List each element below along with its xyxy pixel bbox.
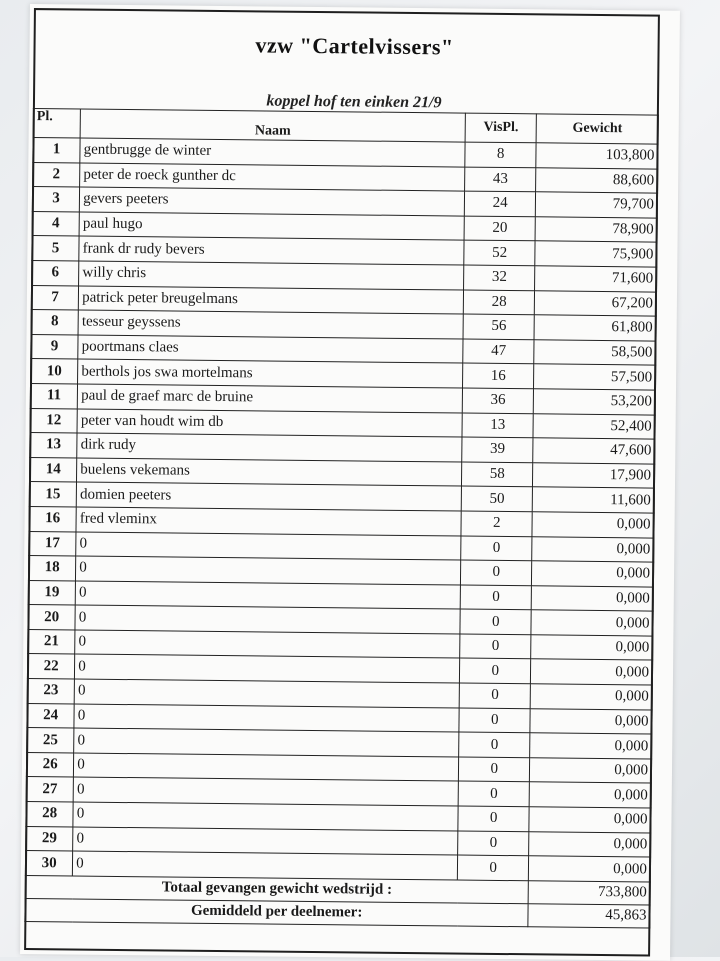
row-name: 0 bbox=[74, 753, 459, 782]
row-fishing-spot: 0 bbox=[460, 609, 532, 634]
row-place: 7 bbox=[31, 285, 78, 310]
row-name: peter van houdt wim db bbox=[77, 409, 462, 438]
row-weight: 71,600 bbox=[535, 266, 657, 292]
row-fishing-spot: 36 bbox=[462, 388, 534, 413]
row-weight: 0,000 bbox=[532, 585, 654, 611]
total-label: Totaal gevangen gewicht wedstrijd : bbox=[25, 875, 529, 903]
row-name: gevers peeters bbox=[80, 187, 465, 216]
row-name: 0 bbox=[73, 777, 458, 806]
row-name: domien peeters bbox=[76, 482, 461, 511]
row-place: 1 bbox=[33, 138, 80, 163]
row-name: 0 bbox=[75, 605, 460, 634]
row-fishing-spot: 20 bbox=[464, 216, 536, 241]
row-fishing-spot: 39 bbox=[462, 437, 534, 462]
row-weight: 103,800 bbox=[536, 143, 658, 169]
row-place: 18 bbox=[28, 556, 75, 581]
row-name: 0 bbox=[74, 728, 459, 757]
row-place: 20 bbox=[28, 605, 75, 630]
row-weight: 52,400 bbox=[533, 413, 655, 439]
row-weight: 53,200 bbox=[534, 389, 656, 415]
row-place: 19 bbox=[28, 580, 75, 605]
header-fishing-spot: VisPl. bbox=[465, 113, 537, 143]
row-place: 17 bbox=[29, 531, 76, 556]
row-name: gentbrugge de winter bbox=[80, 138, 465, 167]
row-weight: 0,000 bbox=[532, 536, 654, 562]
row-fishing-spot: 32 bbox=[464, 265, 536, 290]
row-place: 11 bbox=[30, 383, 77, 408]
row-weight: 67,200 bbox=[535, 290, 657, 316]
row-name: patrick peter breugelmans bbox=[79, 286, 464, 315]
row-fishing-spot: 2 bbox=[461, 511, 533, 536]
row-fishing-spot: 0 bbox=[460, 585, 532, 610]
row-name: 0 bbox=[73, 802, 458, 831]
row-fishing-spot: 0 bbox=[459, 732, 531, 757]
row-name: 0 bbox=[76, 556, 461, 585]
row-name: frank dr rudy bevers bbox=[79, 236, 464, 265]
results-body bbox=[25, 138, 658, 882]
row-weight: 0,000 bbox=[529, 831, 651, 857]
row-place: 8 bbox=[31, 310, 78, 335]
club-title: vzw "Cartelvissers" bbox=[255, 32, 454, 60]
average-label: Gemiddeld per deelnemer: bbox=[25, 898, 529, 926]
row-weight: 47,600 bbox=[533, 438, 655, 464]
row-name: willy chris bbox=[79, 261, 464, 290]
row-name: 0 bbox=[76, 532, 461, 561]
row-fishing-spot: 0 bbox=[458, 781, 530, 806]
row-weight: 11,600 bbox=[533, 487, 655, 513]
row-name: 0 bbox=[75, 654, 460, 683]
row-name: poortmans claes bbox=[78, 335, 463, 364]
row-fishing-spot: 24 bbox=[464, 191, 536, 216]
row-place: 16 bbox=[29, 506, 76, 531]
row-place: 27 bbox=[26, 777, 73, 802]
row-place: 24 bbox=[27, 703, 74, 728]
row-weight: 0,000 bbox=[530, 782, 652, 808]
row-name: berthols jos swa mortelmans bbox=[78, 359, 463, 388]
results-table bbox=[24, 108, 658, 928]
row-name: paul hugo bbox=[79, 212, 464, 241]
row-weight: 17,900 bbox=[533, 463, 655, 489]
row-place: 25 bbox=[27, 728, 74, 753]
row-weight: 0,000 bbox=[531, 684, 653, 710]
row-fishing-spot: 0 bbox=[458, 757, 530, 782]
row-name: tesseur geyssens bbox=[78, 310, 463, 339]
row-name: fred vleminx bbox=[76, 507, 461, 536]
row-place: 23 bbox=[27, 679, 74, 704]
row-fishing-spot: 13 bbox=[462, 413, 534, 438]
row-weight: 78,900 bbox=[535, 217, 657, 243]
row-weight: 0,000 bbox=[532, 512, 654, 538]
row-fishing-spot: 52 bbox=[464, 240, 536, 265]
row-place: 9 bbox=[31, 334, 78, 359]
row-weight: 75,900 bbox=[535, 241, 657, 267]
row-name: 0 bbox=[73, 851, 458, 880]
row-weight: 0,000 bbox=[530, 708, 652, 734]
row-place: 3 bbox=[32, 187, 79, 212]
row-place: 28 bbox=[26, 802, 73, 827]
row-name: 0 bbox=[73, 827, 458, 856]
row-place: 21 bbox=[28, 629, 75, 654]
row-name: dirk rudy bbox=[77, 433, 462, 462]
competition-subtitle: koppel hof ten einken 21/9 bbox=[266, 92, 442, 112]
row-place: 2 bbox=[33, 162, 80, 187]
totals-section bbox=[25, 875, 650, 928]
row-weight: 88,600 bbox=[536, 167, 658, 193]
row-weight: 61,800 bbox=[534, 315, 656, 341]
row-place: 15 bbox=[29, 482, 76, 507]
header-place: Pl. bbox=[33, 109, 81, 138]
row-fishing-spot: 47 bbox=[463, 339, 535, 364]
row-name: 0 bbox=[75, 581, 460, 610]
row-fishing-spot: 28 bbox=[463, 290, 535, 315]
row-fishing-spot: 0 bbox=[460, 634, 532, 659]
row-fishing-spot: 58 bbox=[462, 462, 534, 487]
row-weight: 58,500 bbox=[534, 340, 656, 366]
row-place: 22 bbox=[27, 654, 74, 679]
row-fishing-spot: 16 bbox=[463, 363, 535, 388]
row-weight: 0,000 bbox=[532, 561, 654, 587]
row-weight: 79,700 bbox=[536, 192, 658, 218]
row-name: paul de graef marc de bruine bbox=[77, 384, 462, 413]
row-weight: 0,000 bbox=[529, 807, 651, 833]
row-fishing-spot: 0 bbox=[461, 536, 533, 561]
row-place: 26 bbox=[26, 752, 73, 777]
row-weight: 57,500 bbox=[534, 364, 656, 390]
row-name: 0 bbox=[75, 630, 460, 659]
row-place: 13 bbox=[30, 433, 77, 458]
row-weight: 0,000 bbox=[530, 733, 652, 759]
row-place: 12 bbox=[30, 408, 77, 433]
row-weight: 0,000 bbox=[530, 758, 652, 784]
header-name: Naam bbox=[80, 109, 465, 142]
row-place: 5 bbox=[32, 236, 79, 261]
total-value: 733,800 bbox=[528, 881, 650, 905]
row-fishing-spot: 43 bbox=[465, 167, 537, 192]
row-name: 0 bbox=[74, 704, 459, 733]
row-fishing-spot: 56 bbox=[463, 314, 535, 339]
row-name: 0 bbox=[74, 679, 459, 708]
average-value: 45,863 bbox=[528, 904, 650, 928]
row-fishing-spot: 8 bbox=[465, 142, 537, 167]
row-place: 14 bbox=[29, 457, 76, 482]
row-place: 10 bbox=[31, 359, 78, 384]
row-fishing-spot: 0 bbox=[457, 855, 529, 880]
results-sheet bbox=[20, 4, 680, 961]
row-name: buelens vekemans bbox=[77, 458, 462, 487]
row-fishing-spot: 50 bbox=[461, 486, 533, 511]
row-place: 6 bbox=[32, 261, 79, 286]
row-place: 4 bbox=[32, 211, 79, 236]
row-fishing-spot: 0 bbox=[459, 659, 531, 684]
row-place: 30 bbox=[25, 851, 72, 876]
row-weight: 0,000 bbox=[531, 610, 653, 636]
row-weight: 0,000 bbox=[529, 856, 651, 882]
row-fishing-spot: 0 bbox=[459, 683, 531, 708]
row-weight: 0,000 bbox=[531, 635, 653, 661]
row-fishing-spot: 0 bbox=[458, 806, 530, 831]
header-weight: Gewicht bbox=[536, 114, 658, 144]
row-weight: 0,000 bbox=[531, 659, 653, 685]
row-fishing-spot: 0 bbox=[458, 831, 530, 856]
row-name: peter de roeck gunther dc bbox=[80, 163, 465, 192]
row-place: 29 bbox=[26, 826, 73, 851]
row-fishing-spot: 0 bbox=[461, 560, 533, 585]
row-fishing-spot: 0 bbox=[459, 708, 531, 733]
